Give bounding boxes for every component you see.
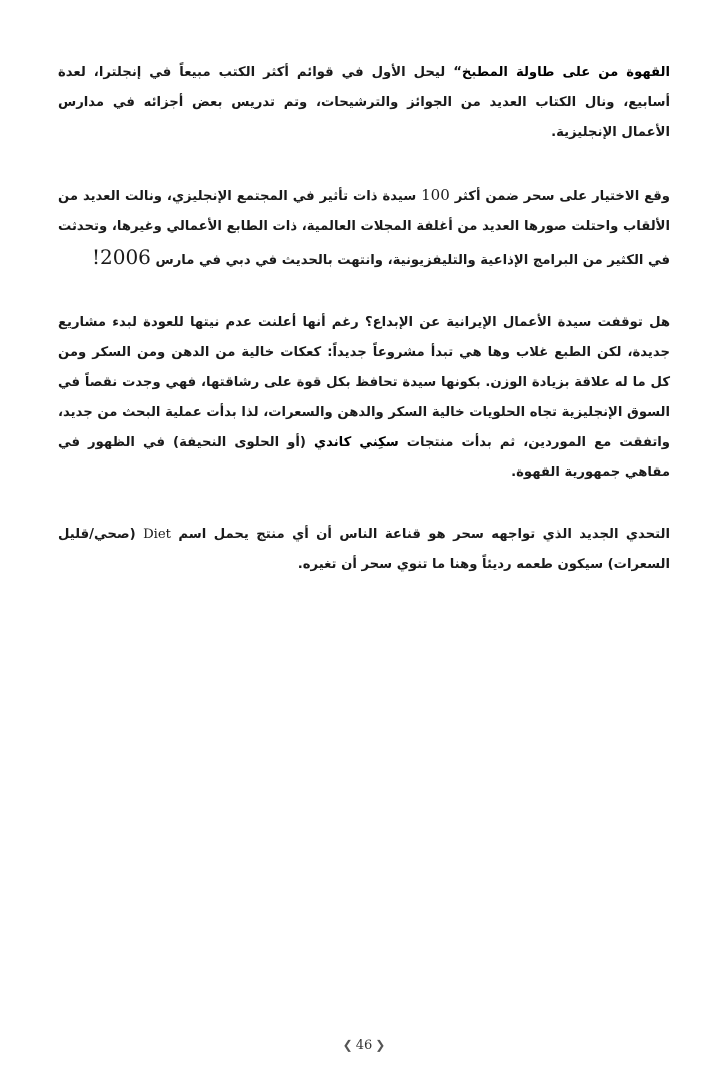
paragraph-1 <box>58 58 670 148</box>
paragraph-1-text: “ ليحل الأول في قوائم أكثر الكتب مبيعاً في إنجلترا، لعدة أسابيع، ونال الكتاب العديد من الجوائز والترشيحات، وتم تدريس بعض أجزائه في مدارس الأعمال الإنجليزية. <box>58 65 670 140</box>
ornament-right-icon: ❯ <box>375 1038 386 1052</box>
page-footer <box>0 1038 728 1053</box>
paragraph-4 <box>58 520 670 580</box>
paragraph-3-tail: (أو الحلوى النحيفة) في الظهور في مقاهي جمهورية القهوة. <box>58 435 670 480</box>
paragraph-2-text-b: سيدة ذات تأثير في المجتمع الإنجليزي، ونالت العديد من الألقاب واحتلت صورها العديد من أغلفة المجلات العالمية، ذات الطابع الأعمالي وغيرها، وتحدثت في الكثير من البرامج الإذاعية والتليفزيونية، وانتهت بالحديث في دبي في مارس <box>58 189 670 268</box>
ornament-left-icon: ❮ <box>342 1038 353 1052</box>
diet-word: Diet <box>143 527 171 542</box>
year-2006: 2006! <box>91 245 151 269</box>
paragraph-4-text-b: (صحي/قليل السعرات) سيكون طعمه رديئاً وهنا ما تنوي سحر أن تغيره. <box>58 527 670 572</box>
paragraph-2 <box>58 180 670 276</box>
paragraph-3 <box>58 308 670 488</box>
number-100: 100 <box>421 186 450 204</box>
body-text <box>58 58 670 580</box>
product-name: سكِني كاندي <box>314 435 399 450</box>
book-title: القهوة من على طاولة المطبخ <box>461 65 671 80</box>
page-number: 46 <box>355 1038 373 1053</box>
paragraph-3-text: هل توقفت سيدة الأعمال الإيرانية عن الإبداع؟ رغم أنها أعلنت عدم نيتها للعودة لبدء مشاريع جديدة، لكن الطبع غلاب وها هي تبدأ مشروعاً جديداً: كعكات خالية من الدهن ومن السكر ومن كل ما له علاقة بزيادة الوزن. بكونها سيدة تحافظ بكل قوة على رشاقتها، فهي وجدت نقصاً في السوق الإنجليزية تجاه الحلويات خالية السكر والدهن والسعرات، لذا بدأت عملية البحث من جديد، واتفقت مع الموردين، ثم بدأت منتجات <box>58 315 670 450</box>
paragraph-2-text-a: وقع الاختيار على سحر ضمن أكثر <box>454 189 670 204</box>
paragraph-4-text-a: التحدي الجديد الذي تواجهه سحر هو قناعة الناس أن أي منتج يحمل اسم <box>178 527 670 542</box>
